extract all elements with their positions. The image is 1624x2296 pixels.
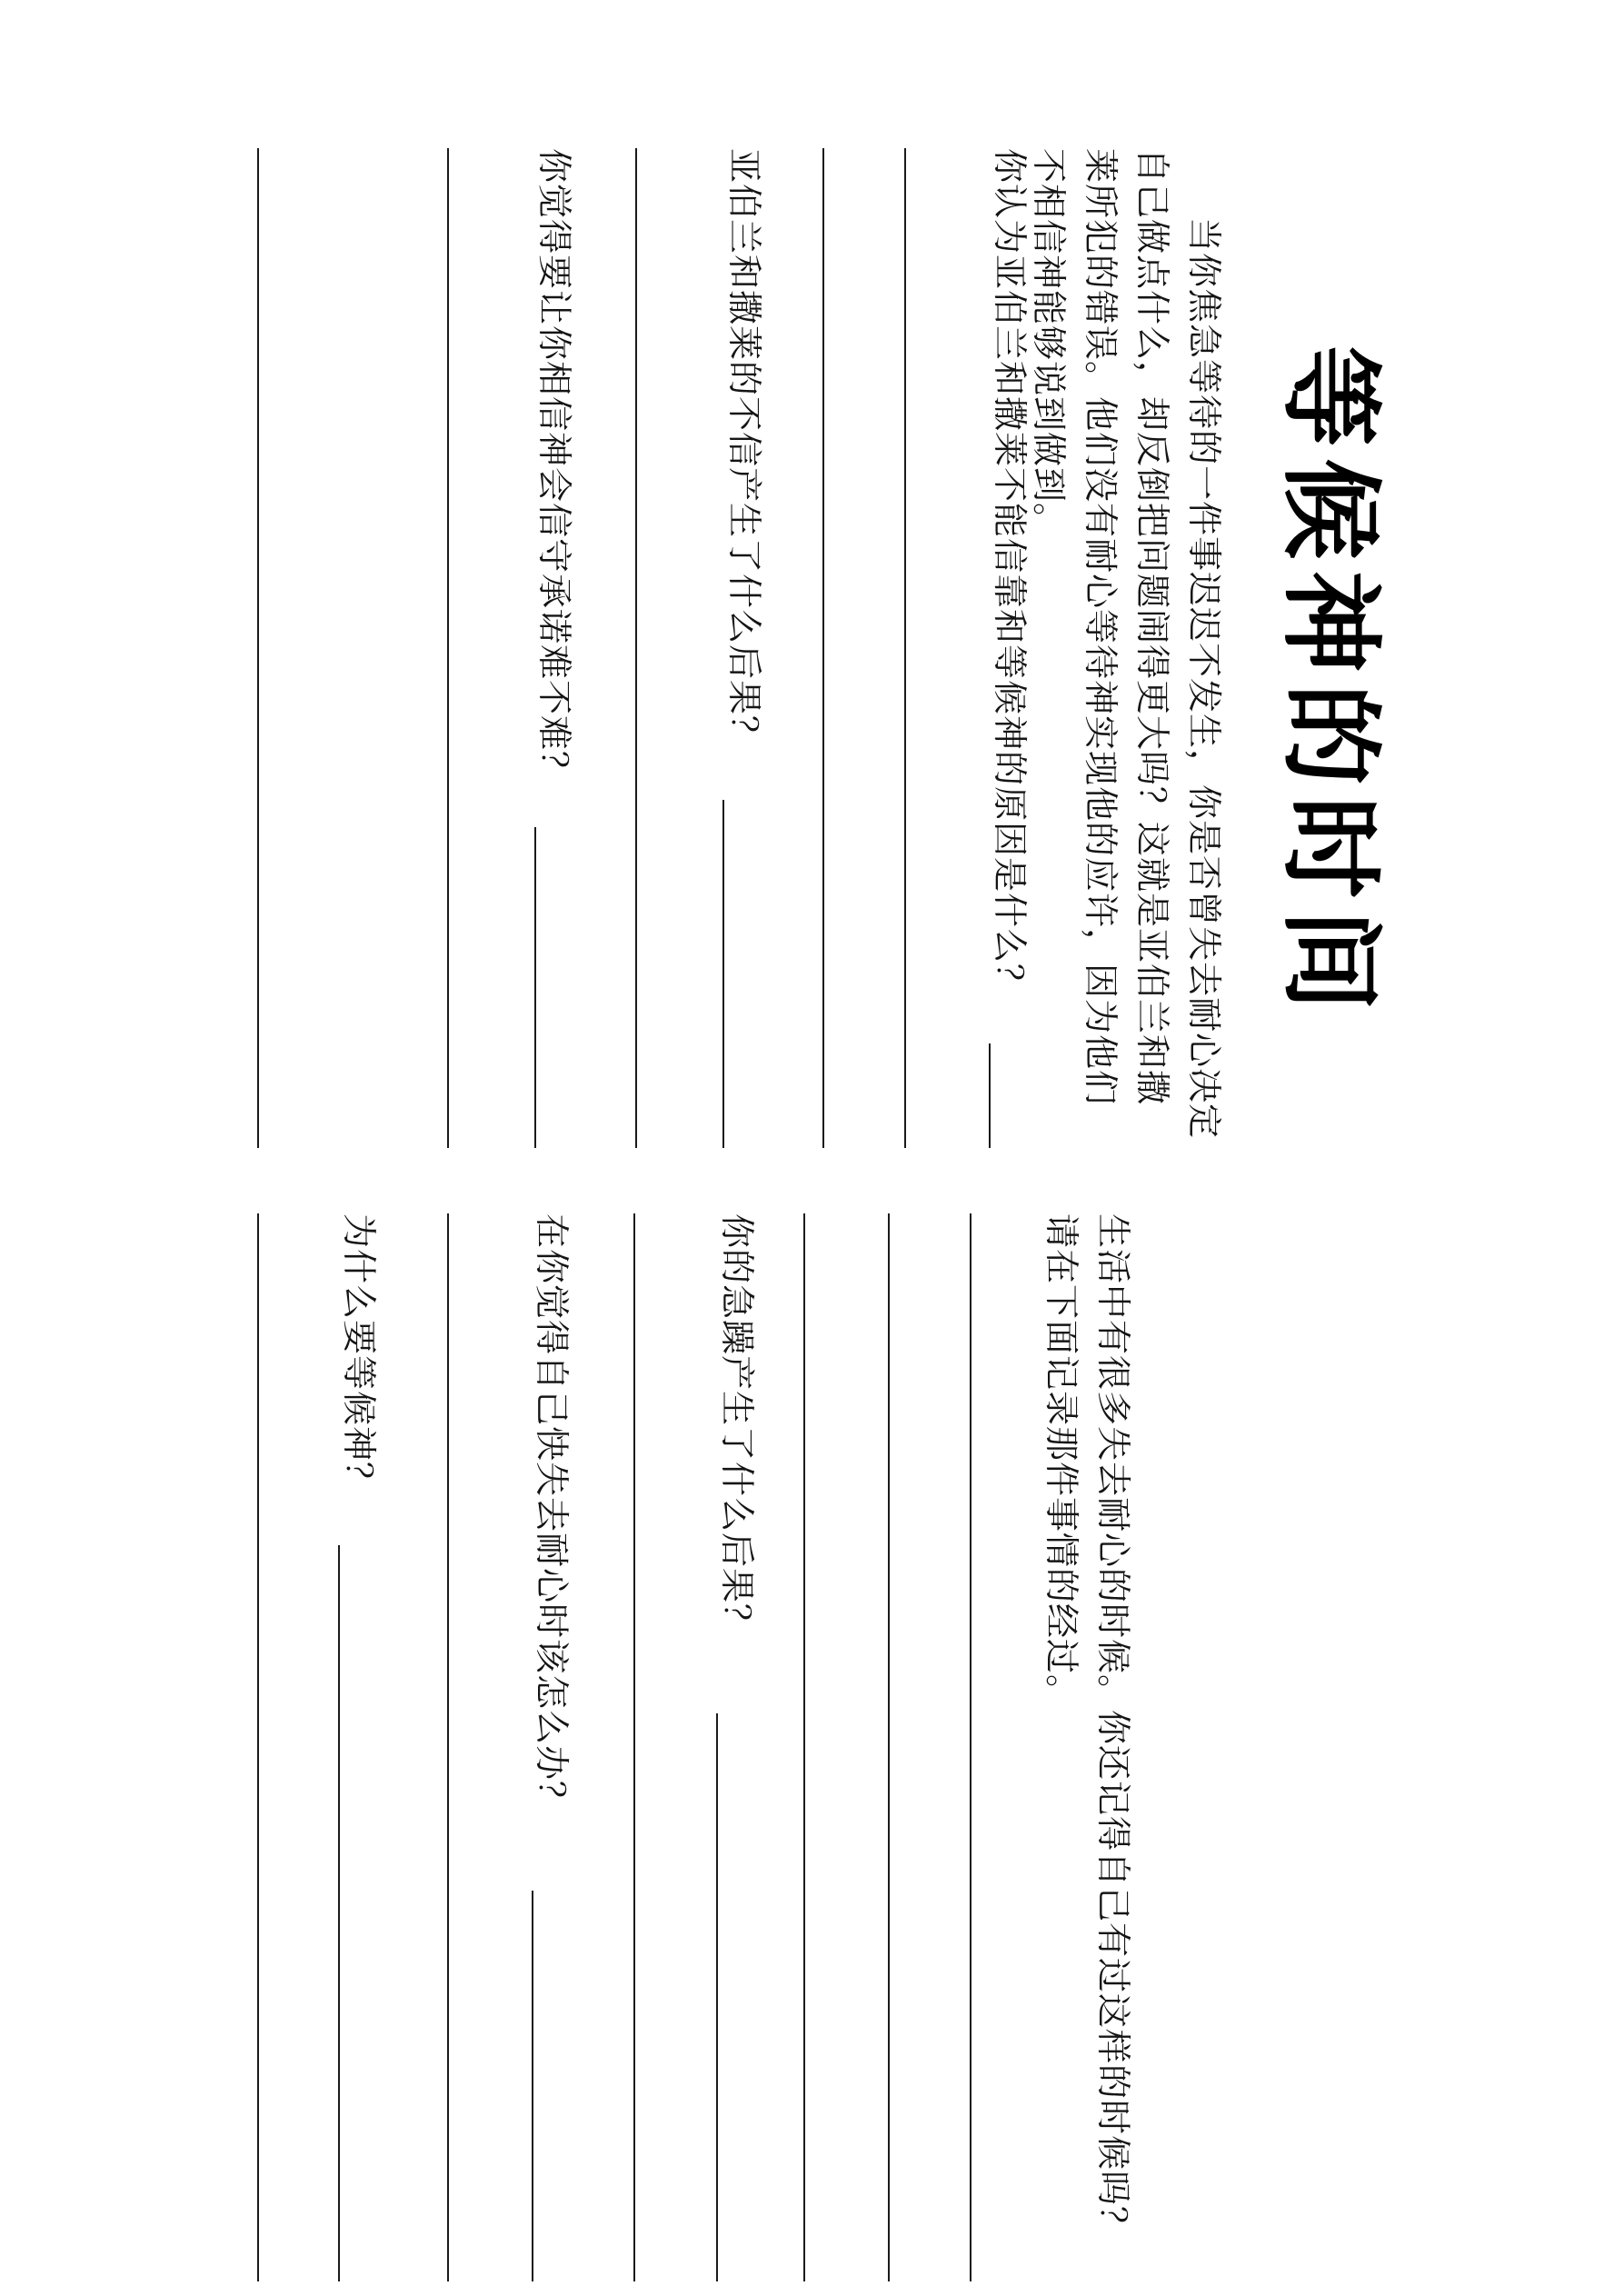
right-question-1: 你的急躁产生了什么后果？ (717, 1213, 757, 1640)
answer-blank[interactable] (534, 827, 536, 1148)
answer-line[interactable] (447, 148, 449, 1148)
answer-line[interactable] (822, 148, 824, 1148)
page-title: 等候神的时间 (1270, 345, 1389, 1022)
answer-line[interactable] (257, 1213, 259, 2281)
answer-line[interactable] (888, 1213, 890, 2281)
answer-line[interactable] (970, 1213, 971, 2281)
left-question-1: 你认为亚伯兰和撒莱不能信靠和等候神的原因是什么？ (990, 148, 1030, 1000)
right-question-2: 在你觉得自己快失去耐心时该怎么办？ (532, 1213, 572, 1817)
answer-blank[interactable] (716, 1713, 718, 2281)
answer-blank[interactable] (532, 1891, 533, 2281)
right-question-3: 为什么要等候神？ (339, 1213, 379, 1498)
intro-paragraph: 当你焦急等待的一件事迟迟不发生，你是否曾失去耐心决定自己做点什么，却反倒把问题闹得更大吗？这就是亚伯兰和撒莱所犯的错误。他们没有耐心等待神实现他的应许，因为他们不相信神能够说到做到。 (1029, 148, 1224, 1140)
answer-line[interactable] (257, 148, 259, 1148)
answer-blank[interactable] (338, 1545, 340, 2281)
answer-line[interactable] (447, 1213, 449, 2281)
answer-blank[interactable] (722, 800, 724, 1148)
answer-line[interactable] (633, 1213, 635, 2281)
answer-line[interactable] (803, 1213, 805, 2281)
left-question-2: 亚伯兰和撒莱的不信产生了什么后果？ (724, 148, 764, 752)
answer-line[interactable] (904, 148, 906, 1148)
left-question-3: 你觉得要让你相信神会信守承诺难不难？ (534, 148, 574, 787)
right-prompt: 生活中有很多失去耐心的时候。你还记得自己有过这样的时候吗？请在下面记录那件事情的经过。 (1041, 1213, 1133, 2242)
answer-blank[interactable] (989, 1043, 991, 1148)
answer-line[interactable] (635, 148, 637, 1148)
